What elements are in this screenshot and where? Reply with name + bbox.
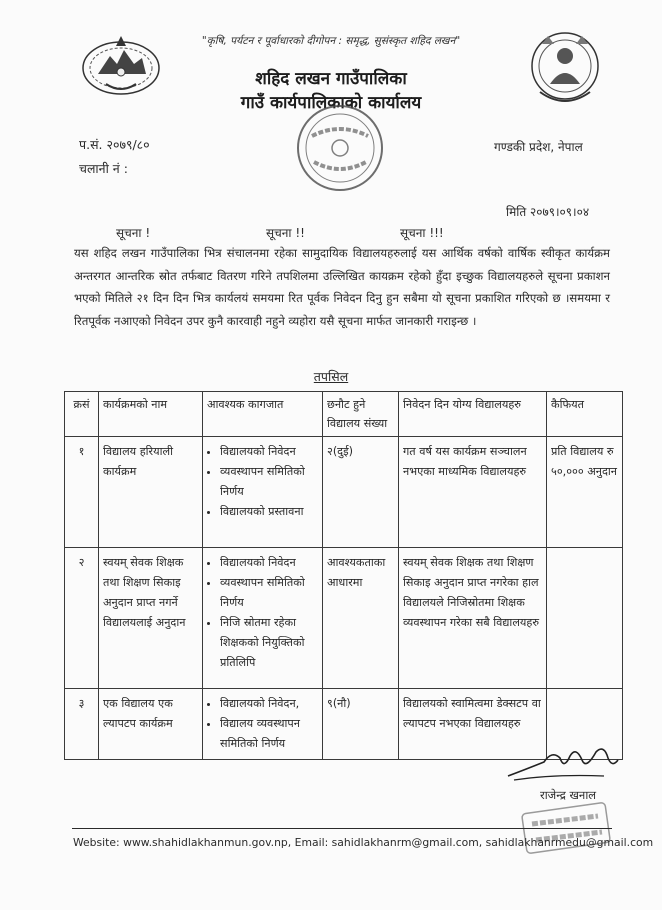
- header-remarks: कैफियत: [547, 392, 623, 437]
- cell-program: विद्यालय हरियाली कार्यक्रम: [99, 437, 203, 548]
- cell-remarks: प्रति विद्यालय रु ५०,००० अनुदान: [547, 437, 623, 548]
- document-item: • विद्यालयको निवेदन,: [220, 694, 318, 714]
- handwritten-signature: [504, 740, 622, 784]
- notice-body: यस शहिद लखन गाउँपालिका भित्र संचालनमा रहेका सामुदायिक विद्यालयहरुलाई यस आर्थिक वर्षको वार्षिक स्वीकृत कार्यक्रम अन्तरगत आन्तरिक स्रोत तर्फबाट वितरण गरिने तपशिलमा उल्लिखित कायक्रम रहेको हुँदा इच्छुक विद्यालयहरुले सूचना प्रकाशन भएको मितिले २१ दिन दिन भित्र कार्यलयं समयमा रित पूर्वक निवेदन दिनु हुन सबैमा यो सूचना प्रकाशित गरिएको छ ।समयमा र रितपूर्वक नआएको निवेदन उपर कुनै कारवाही नहुने व्यहोरा यसै सूचना मार्फत जानकारी गराइन्छ ।: [74, 246, 610, 328]
- cell-eligible: विद्यालयको स्वामित्वमा डेक्सटप वा ल्यापटप नभएका विद्यालयहरु: [399, 689, 547, 760]
- cell-eligible: गत वर्ष यस कार्यक्रम सञ्चालन नभएका माध्यमिक विद्यालयहरु: [399, 437, 547, 548]
- document-item: • विद्यालयको निवेदन: [220, 553, 318, 573]
- cell-documents: [203, 689, 323, 760]
- cell-eligible: स्वयम् सेवक शिक्षक तथा शिक्षण सिकाइ अनुदान प्राप्त नगरेका हाल विद्यालयले निजिस्रोतमा शिक्षक व्यवस्थापन गरेका सबै विद्यालयहरु: [399, 548, 547, 689]
- document-item: • व्यवस्थापन समितिको निर्णय: [220, 573, 318, 613]
- document-item: • व्यवस्थापन समितिको निर्णय: [220, 462, 318, 502]
- document-item: • विद्यालयको निवेदन: [220, 442, 318, 462]
- cell-sn: ३: [65, 689, 99, 760]
- header-count: छनौट हुने विद्यालय संख्या: [323, 392, 399, 437]
- cell-documents: [203, 548, 323, 689]
- cell-count: आवश्यकताका आधारमा: [323, 548, 399, 689]
- header-eligible: निवेदन दिन योग्य विद्यालयहरु: [399, 392, 547, 437]
- header-program: कार्यक्रमको नाम: [99, 392, 203, 437]
- document-item: • विद्यालयको प्रस्तावना: [220, 502, 318, 522]
- signatory-name: राजेन्द्र खनाल: [540, 788, 597, 802]
- notice-heading-2: सूचना !!: [266, 226, 305, 240]
- office-seal-stamp: [292, 100, 388, 196]
- cell-sn: २: [65, 548, 99, 689]
- program-table: [64, 391, 623, 760]
- municipality-name: शहिद लखन गाउँपालिका: [255, 69, 407, 89]
- province-line: गण्डकी प्रदेश, नेपाल: [494, 140, 583, 154]
- office-name: गाउँ कार्यपालिकाको कार्यालय: [240, 93, 422, 113]
- notice-date: मिति २०७९।०९।०४: [506, 205, 590, 219]
- dispatch-number: चलानी नं :: [79, 161, 128, 176]
- header-documents: आवश्यक कागजात: [203, 392, 323, 437]
- notice-heading-3: सूचना !!!: [400, 226, 444, 240]
- table-row: [65, 437, 623, 548]
- document-item: • विद्यालय व्यवस्थापन समितिको निर्णय: [220, 714, 318, 754]
- municipality-slogan: "कृषि, पर्यटन र पूर्वाधारको दीगोपन : समृद्ध, सुसंस्कृत शहिद लखन": [201, 35, 461, 47]
- header-sn: क्रसं: [65, 392, 99, 437]
- table-header-row: [65, 392, 623, 437]
- cell-count: २(दुई): [323, 437, 399, 548]
- footer-divider: [72, 828, 612, 829]
- footer-contact: Website: www.shahidlakhanmun.gov.np, Email: sahidlakhanrm@gmail.com, sahidlakhanrmedu@gmail.com: [73, 836, 654, 849]
- reference-number: प.सं. २०७९/८०: [79, 137, 150, 152]
- schedule-title: तपसिल: [313, 369, 349, 384]
- cell-program: स्वयम् सेवक शिक्षक तथा शिक्षण सिकाइ अनुदान प्राप्त नगर्ने विद्यालयलाई अनुदान: [99, 548, 203, 689]
- cell-sn: १: [65, 437, 99, 548]
- notice-heading-1: सूचना !: [116, 226, 151, 240]
- cell-remarks: [547, 548, 623, 689]
- document-item: • निजि स्रोतमा रहेका शिक्षकको नियुक्तिको प्रतिलिपि: [220, 613, 318, 673]
- cell-documents: [203, 437, 323, 548]
- table-row: [65, 548, 623, 689]
- cell-count: ९(नौ): [323, 689, 399, 760]
- cell-program: एक विद्यालय एक ल्यापटप कार्यक्रम: [99, 689, 203, 760]
